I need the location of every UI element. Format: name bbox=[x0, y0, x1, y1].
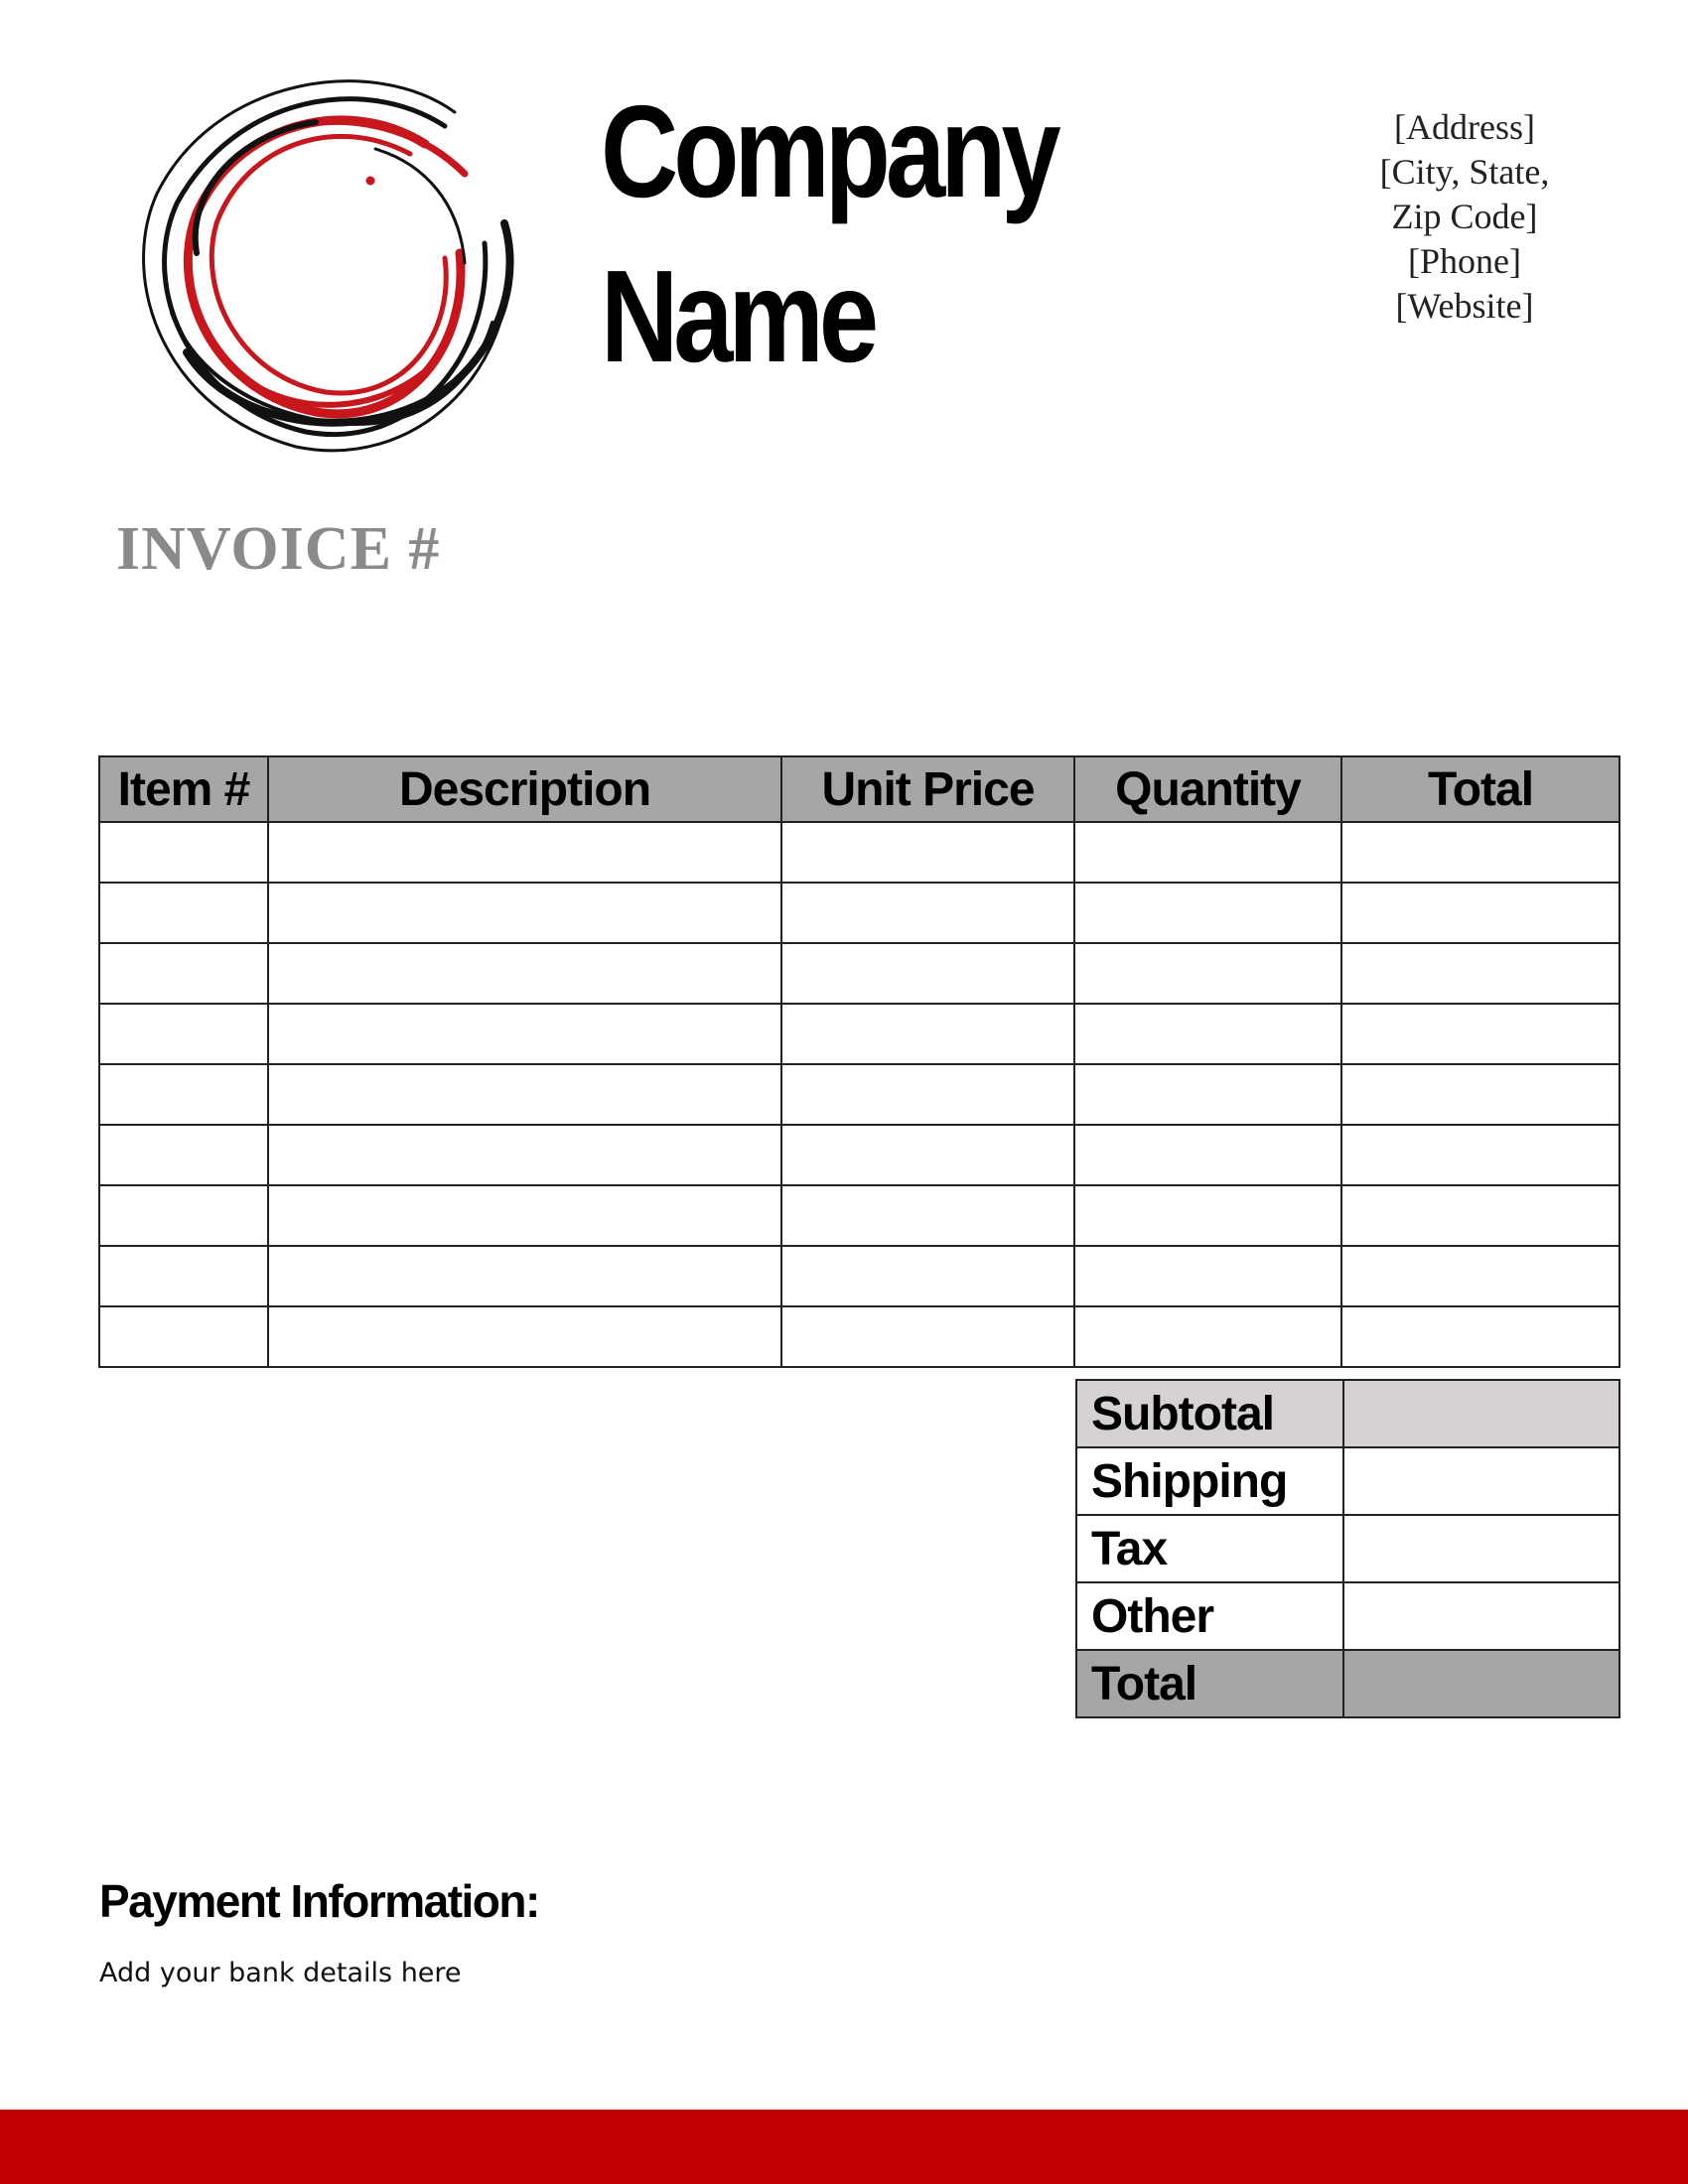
item-number-cell[interactable] bbox=[99, 1246, 268, 1306]
company-name-line2: Name bbox=[601, 243, 875, 389]
item-number-cell[interactable] bbox=[99, 822, 268, 883]
table-row bbox=[99, 1306, 1619, 1367]
subtotal-value-cell[interactable] bbox=[1343, 1380, 1619, 1447]
shipping-label: Shipping bbox=[1076, 1447, 1343, 1515]
total-label: Total bbox=[1076, 1650, 1343, 1717]
tax-label: Tax bbox=[1076, 1515, 1343, 1582]
quantity-cell[interactable] bbox=[1074, 1125, 1341, 1185]
unit-price-cell[interactable] bbox=[781, 1064, 1074, 1125]
unit-price-cell[interactable] bbox=[781, 883, 1074, 943]
unit-price-cell[interactable] bbox=[781, 1185, 1074, 1246]
header-total: Total bbox=[1341, 756, 1619, 822]
website-line: [Website] bbox=[1395, 286, 1534, 326]
company-name-line1: Company bbox=[601, 78, 1056, 224]
unit-price-cell[interactable] bbox=[781, 822, 1074, 883]
header-unit-price: Unit Price bbox=[781, 756, 1074, 822]
table-row bbox=[99, 1004, 1619, 1064]
description-cell[interactable] bbox=[268, 883, 781, 943]
description-cell[interactable] bbox=[268, 1125, 781, 1185]
description-cell[interactable] bbox=[268, 1064, 781, 1125]
other-label: Other bbox=[1076, 1582, 1343, 1650]
table-row bbox=[99, 1185, 1619, 1246]
company-name bbox=[601, 69, 1056, 399]
company-logo bbox=[127, 55, 544, 462]
invoice-title: INVOICE # bbox=[116, 515, 441, 583]
header-item-number: Item # bbox=[99, 756, 268, 822]
table-row bbox=[99, 883, 1619, 943]
items-table bbox=[98, 755, 1620, 1368]
description-cell[interactable] bbox=[268, 822, 781, 883]
other-value-cell[interactable] bbox=[1343, 1582, 1619, 1650]
address-line: [Address] bbox=[1394, 107, 1535, 147]
table-row bbox=[99, 1125, 1619, 1185]
total-row bbox=[1076, 1650, 1619, 1717]
total-cell[interactable] bbox=[1341, 883, 1619, 943]
quantity-cell[interactable] bbox=[1074, 1064, 1341, 1125]
zip-code-line: Zip Code] bbox=[1391, 197, 1538, 236]
total-cell[interactable] bbox=[1341, 1004, 1619, 1064]
item-number-cell[interactable] bbox=[99, 1185, 268, 1246]
payment-info-title: Payment Information: bbox=[99, 1875, 539, 1927]
quantity-cell[interactable] bbox=[1074, 1004, 1341, 1064]
quantity-cell[interactable] bbox=[1074, 1246, 1341, 1306]
total-cell[interactable] bbox=[1341, 1306, 1619, 1367]
item-number-cell[interactable] bbox=[99, 1064, 268, 1125]
total-cell[interactable] bbox=[1341, 1246, 1619, 1306]
unit-price-cell[interactable] bbox=[781, 943, 1074, 1004]
total-cell[interactable] bbox=[1341, 1064, 1619, 1125]
unit-price-cell[interactable] bbox=[781, 1306, 1074, 1367]
total-cell[interactable] bbox=[1341, 1125, 1619, 1185]
city-state-line: [City, State, bbox=[1379, 152, 1550, 192]
table-row bbox=[99, 822, 1619, 883]
description-cell[interactable] bbox=[268, 1306, 781, 1367]
quantity-cell[interactable] bbox=[1074, 1306, 1341, 1367]
items-table-body bbox=[99, 822, 1619, 1367]
quantity-cell[interactable] bbox=[1074, 883, 1341, 943]
item-number-cell[interactable] bbox=[99, 1306, 268, 1367]
total-cell[interactable] bbox=[1341, 943, 1619, 1004]
total-value-cell[interactable] bbox=[1343, 1650, 1619, 1717]
unit-price-cell[interactable] bbox=[781, 1246, 1074, 1306]
footer-bar bbox=[0, 2110, 1688, 2184]
tax-value-cell[interactable] bbox=[1343, 1515, 1619, 1582]
other-row bbox=[1076, 1582, 1619, 1650]
unit-price-cell[interactable] bbox=[781, 1004, 1074, 1064]
header-description: Description bbox=[268, 756, 781, 822]
table-row bbox=[99, 1064, 1619, 1125]
description-cell[interactable] bbox=[268, 1185, 781, 1246]
company-address bbox=[1331, 105, 1599, 329]
phone-line: [Phone] bbox=[1408, 241, 1521, 281]
shipping-row bbox=[1076, 1447, 1619, 1515]
subtotal-row bbox=[1076, 1380, 1619, 1447]
shipping-value-cell[interactable] bbox=[1343, 1447, 1619, 1515]
item-number-cell[interactable] bbox=[99, 1125, 268, 1185]
table-row bbox=[99, 943, 1619, 1004]
item-number-cell[interactable] bbox=[99, 943, 268, 1004]
description-cell[interactable] bbox=[268, 1004, 781, 1064]
total-cell[interactable] bbox=[1341, 822, 1619, 883]
unit-price-cell[interactable] bbox=[781, 1125, 1074, 1185]
table-row bbox=[99, 1246, 1619, 1306]
item-number-cell[interactable] bbox=[99, 1004, 268, 1064]
quantity-cell[interactable] bbox=[1074, 822, 1341, 883]
item-number-cell[interactable] bbox=[99, 883, 268, 943]
header-quantity: Quantity bbox=[1074, 756, 1341, 822]
quantity-cell[interactable] bbox=[1074, 1185, 1341, 1246]
quantity-cell[interactable] bbox=[1074, 943, 1341, 1004]
description-cell[interactable] bbox=[268, 943, 781, 1004]
tax-row bbox=[1076, 1515, 1619, 1582]
totals-table bbox=[1075, 1379, 1620, 1718]
description-cell[interactable] bbox=[268, 1246, 781, 1306]
payment-info-text: Add your bank details here bbox=[99, 1958, 462, 1988]
items-table-header bbox=[99, 756, 1619, 822]
subtotal-label: Subtotal bbox=[1076, 1380, 1343, 1447]
total-cell[interactable] bbox=[1341, 1185, 1619, 1246]
swirl-logo-icon bbox=[127, 55, 544, 462]
